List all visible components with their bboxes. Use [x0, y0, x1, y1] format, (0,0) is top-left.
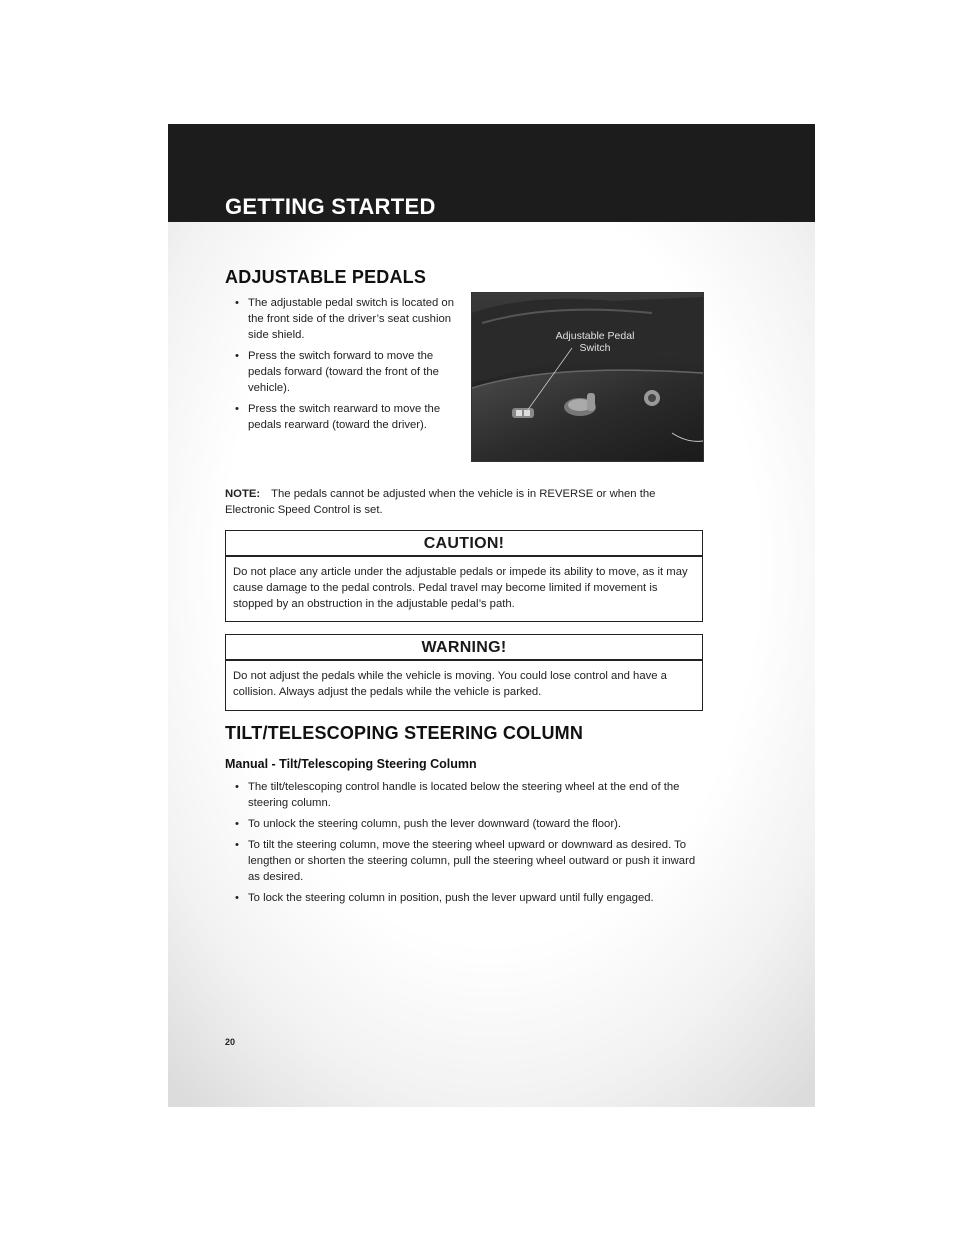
- photo-caption: Adjustable Pedal Switch: [555, 330, 635, 354]
- note-text: The pedals cannot be adjusted when the vehicle is in REVERSE or when the Electronic Speed Control is set.: [225, 488, 656, 516]
- steering-bullet-list: [225, 779, 705, 911]
- note: [225, 486, 705, 518]
- note-label: NOTE:: [225, 488, 261, 500]
- warning-title: WARNING!: [226, 635, 702, 661]
- pedals-bullet-list: [225, 295, 465, 438]
- caution-box: [225, 530, 703, 622]
- steering-column-heading: TILT/TELESCOPING STEERING COLUMN: [225, 723, 584, 743]
- warning-box: [225, 634, 703, 711]
- caution-text: Do not place any article under the adjustable pedals or impede its ability to move, as it may cause damage to the pedal controls. Pedal travel may become limited if movement is stopped by an obstruction in the adjustable pedal’s path.: [233, 566, 688, 610]
- list-item: • The tilt/telescoping control handle is located below the steering wheel at the end of the steering column.: [225, 779, 705, 811]
- steering-subheading: Manual - Tilt/Telescoping Steering Column: [225, 757, 477, 771]
- list-item: • Press the switch forward to move the pedals forward (toward the front of the vehicle).: [225, 348, 465, 396]
- list-item: • To lock the steering column in position, push the lever upward until fully engaged.: [225, 890, 705, 906]
- header-band: [168, 124, 815, 222]
- seat-illustration: [472, 293, 703, 461]
- page-number: 20: [225, 1037, 236, 1047]
- caution-title: CAUTION!: [226, 531, 702, 557]
- manual-page: [168, 124, 815, 1107]
- warning-text: Do not adjust the pedals while the vehicle is moving. You could lose control and have a collision. Always adjust the pedals while the vehicle is parked.: [233, 670, 667, 698]
- list-item: • To unlock the steering column, push the lever downward (toward the floor).: [225, 816, 705, 832]
- seat-switch-photo: [471, 292, 704, 462]
- list-item: • To tilt the steering column, move the steering wheel upward or downward as desired. To lengthen or shorten the steering column, pull the steering wheel outward or push it inward as desired.: [225, 837, 705, 885]
- adjustable-pedals-heading: ADJUSTABLE PEDALS: [225, 267, 427, 287]
- page-title: GETTING STARTED: [225, 194, 436, 219]
- pedal-switch: [512, 408, 534, 418]
- list-item: • Press the switch rearward to move the pedals rearward (toward the driver).: [225, 401, 465, 433]
- list-item: • The adjustable pedal switch is located on the front side of the driver’s seat cushion side shield.: [225, 295, 465, 343]
